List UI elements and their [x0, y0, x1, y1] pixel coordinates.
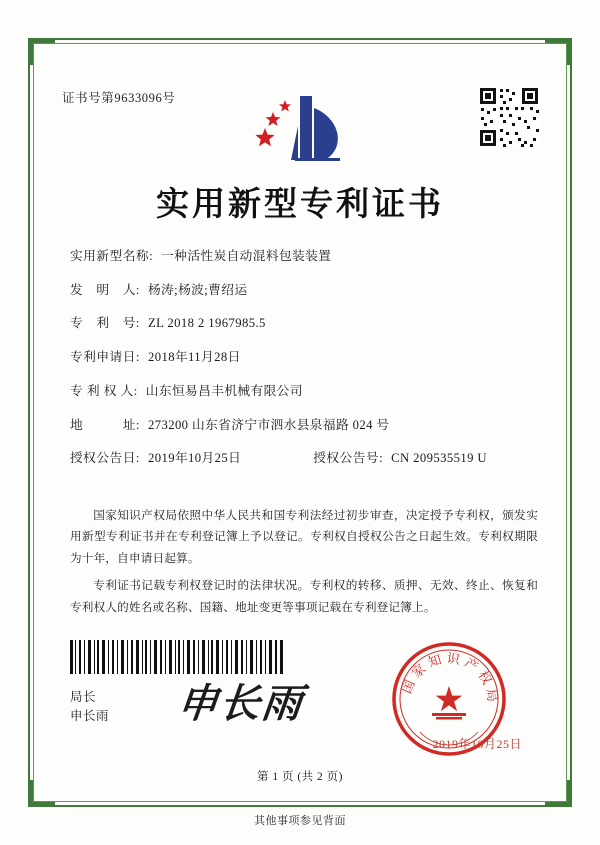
- legal-paragraphs: [70, 505, 538, 624]
- corner-ornament-top-right: [545, 38, 572, 65]
- field-row-name: [70, 250, 540, 263]
- grant-date-value: 2019年10月25日: [147, 451, 242, 466]
- field-value: 杨涛;杨波;曹绍运: [147, 282, 248, 297]
- field-row-application-date: [70, 351, 540, 364]
- page-title: 实用新型专利证书: [156, 184, 444, 223]
- footer-note: 其他事项参见背面: [254, 815, 346, 827]
- director-label: 局长: [70, 690, 97, 704]
- director-name: 申长雨: [70, 709, 110, 724]
- barcode-icon: [70, 640, 285, 674]
- sipo-logo-icon: [255, 88, 347, 166]
- grant-number-group: [313, 452, 487, 465]
- corner-ornament-top-left: [28, 38, 55, 65]
- field-label: 专利申请日:: [70, 350, 140, 365]
- field-label: 实用新型名称:: [70, 249, 154, 263]
- field-value: ZL 2018 2 1967985.5: [147, 316, 266, 331]
- field-row-grant: [70, 452, 540, 465]
- grant-number-label: 授权公告号:: [313, 451, 384, 466]
- legal-paragraph-1: 国家知识产权局依照中华人民共和国专利法经过初步审查，决定授予专利权，颁发实用新型专利证书并在专利登记簿上予以登记。专利权自授权公告之日起生效。专利权期限为十年，自申请日起算。: [70, 509, 538, 565]
- field-row-patentee: [70, 385, 540, 398]
- field-row-address: [70, 419, 540, 432]
- seal-date: 2019年10月25日: [432, 737, 522, 751]
- grant-date-label: 授权公告日:: [70, 451, 140, 466]
- field-label: 地 址:: [70, 417, 140, 432]
- field-value: 273200 山东省济宁市泗水县泉福路 024 号: [147, 417, 390, 432]
- field-label: 专 利 号:: [70, 316, 140, 331]
- field-value: 2018年11月28日: [147, 350, 241, 365]
- field-row-inventors: [70, 284, 540, 297]
- field-label: 发 明 人:: [70, 282, 140, 297]
- qr-code-icon: [478, 86, 540, 148]
- corner-ornament-bottom-right: [545, 780, 572, 807]
- field-label: 专 利 权 人:: [70, 383, 138, 398]
- field-row-patent-number: [70, 317, 540, 330]
- svg-text:国家知识产权局: 国家知识产权局: [399, 651, 500, 707]
- handwritten-signature: 申长雨: [175, 680, 307, 727]
- certificate-number: 证书号第9633096号: [62, 91, 176, 105]
- page-number: 第 1 页 (共 2 页): [256, 771, 344, 783]
- corner-ornament-bottom-left: [28, 780, 55, 807]
- field-value: 一种活性炭自动混料包装装置: [161, 249, 332, 263]
- fields-list: [70, 250, 540, 486]
- grant-number-value: CN 209535519 U: [391, 451, 487, 466]
- legal-paragraph-2: 专利证书记载专利权登记时的法律状况。专利权的转移、质押、无效、终止、恢复和专利权人的姓名或名称、国籍、地址变更等事项记载在专利登记簿上。: [70, 579, 538, 614]
- field-value: 山东恒易昌丰机械有限公司: [145, 383, 303, 398]
- director-block: [70, 688, 109, 727]
